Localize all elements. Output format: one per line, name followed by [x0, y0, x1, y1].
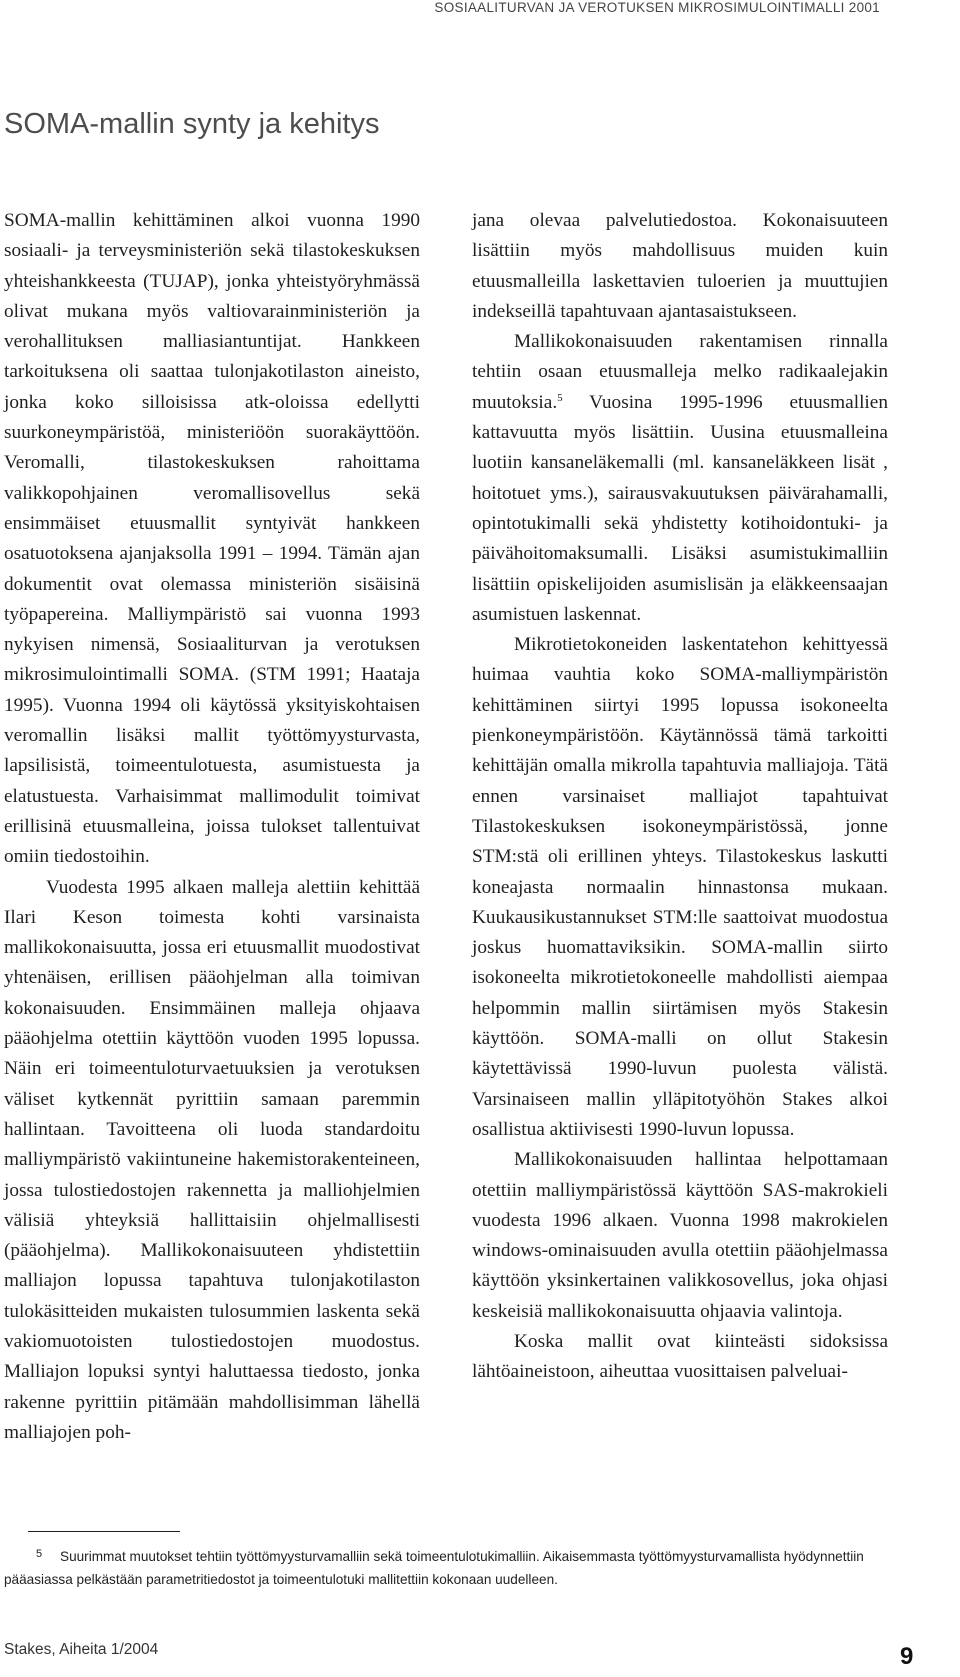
paragraph: Mallikokonaisuuden hallintaa helpottamaan otettiin malliympäristössä käyttöön SAS-makrokieli vuodesta 1996 alkaen. Vuonna 1998 makrokielen windows-ominaisuuden avulla otettiin pääohjelmassa käyttöön yksinkertainen valikkosovellus, joka ohjasi keskeisiä mallikokonaisuutta ohjaavia valintoja. [472, 1149, 888, 1322]
footnote: 5 Suurimmat muutokset tehtiin työttömyysturvamalliin sekä toimeentulotukimalliin. Aikaisemmasta työttömyysturvamallista hyödynnettiin pääasiassa pelkästään parametritiedostot ja toimeentulotuki mallitettiin kokonaan uudelleen. [4, 1548, 864, 1587]
footnote-divider [28, 1531, 180, 1532]
footnote-reference[interactable]: 5 [557, 391, 563, 404]
paragraph: Vuodesta 1995 alkaen malleja alettiin kehittää Ilari Keson toimesta kohti varsinaista mallikokonaisuutta, jossa eri etuusmallit muodostivat yhtenäisen, erillisen pääohjelman alla toimivan kokonaisuuden. Ensimmäinen malleja ohjaava pääohjelma otettiin käyttöön vuoden 1995 lopussa. Näin eri toimeentuloturvaetuuksien ja verotuksen väliset kytkennät pyrittiin samaan paremmin hallintaan. Tavoitteena oli luoda standardoitu malliympäristö vakiintuneine hakemistorakenteineen, jossa tulostiedostojen rakennetta ja malliohjelmien välisiä yhteyksiä hallittaisiin ohjelmallisesti (pääohjelma). Mallikokonaisuuteen yhdistettiin malliajon lopussa tapahtuva tulonjakotilaston tulokäsitteiden mukaisten tulosummien laskenta sekä vakiomuotoisten tulostiedostojen muodostus. Malliajon lopuksi syntyi haluttaessa tiedosto, jonka rakenne pyrittiin pitämään mahdollisimman lähellä malliajojen poh- [4, 876, 420, 1443]
paragraph [472, 327, 888, 630]
paragraph-text: Vuosina 1995-1996 etuusmallien kattavuutta myös lisättiin. Uusina etuusmalleina luotiin kansaneläkemalli (ml. kansaneläkkeen lisät , hoitotuet yms.), sairausvakuutuksen päivärahamalli, opintotukimalli sekä yhdistetty kotihoidontuki- ja päivähoitomaksumalli. Lisäksi asumistukimalliin lisättiin opiskelijoiden asumislisän ja eläkkeensaajan asumistuen laskennat. [472, 391, 888, 625]
paragraph: Mikrotietokoneiden laskentatehon kehittyessä huimaa vauhtia koko SOMA-malliympäristön kehittäminen siirtyi 1995 lopussa isokoneelta pienkoneympäristöön. Käytännössä tämä tarkoitti kehittäjän omalla mikrolla tapahtuvia malliajoja. Tätä ennen varsinaiset malliajot tapahtuivat Tilastokeskuksen isokoneympäristössä, jonne STM:stä oli erillinen yhteys. Tilastokeskus laskutti koneajasta normaalin hinnastonsa mukaan. Kuukausikustannukset STM:lle saattoivat muodostua joskus huomattaviksikin. SOMA-mallin siirto isokoneelta mikrotietokoneelle mahdollisti aiempaa helpommin mallin siirtämisen myös Stakesin käyttöön. SOMA-malli on ollut Stakesin käytettävissä 1990-luvun puolesta välistä. Varsinaiseen mallin ylläpitotyöhön Stakes alkoi osallistua aktiivisesti 1990-luvun lopussa. [472, 634, 888, 1140]
running-header: SOSIAALITURVAN JA VEROTUKSEN MIKROSIMULOINTIMALLI 2001 [434, 0, 880, 15]
left-column [4, 206, 420, 1448]
footnote-text: Suurimmat muutokset tehtiin työttömyysturvamalliin sekä toimeentulotukimalliin. Aikaisemmasta työttömyysturvamallista hyödynnettiin pääasiassa pelkästään parametritiedostot ja toimeentulotuki mallitettiin kokonaan uudelleen. [4, 1549, 864, 1587]
page-number: 9 [900, 1643, 914, 1670]
paragraph: Koska mallit ovat kiinteästi sidoksissa lähtöaineistoon, aiheuttaa vuosittaisen palveluai- [472, 1330, 888, 1383]
right-column [472, 206, 888, 1388]
paragraph-text: Mallikokonaisuuden rakentamisen rinnalla tehtiin osaan etuusmalleja melko radikaalejakin muutoksia. [472, 331, 888, 413]
page-title: SOMA-mallin synty ja kehitys [4, 108, 380, 140]
publication-footer: Stakes, Aiheita 1/2004 [4, 1641, 159, 1658]
paragraph: SOMA-mallin kehittäminen alkoi vuonna 1990 sosiaali- ja terveysministeriön sekä tilastokeskuksen yhteishankkeesta (TUJAP), jonka yhteistyöryhmässä olivat mukana myös valtiovarainministeriön ja verohallituksen malliasiantuntijat. Hankkeen tarkoituksena oli saattaa tulonjakotilaston aineisto, jonka koko silloisissa atk-oloissa edellytti suurkoneympäristöä, ministeriöön suorakäyttöön. Veromalli, tilastokeskuksen rahoittama valikkopohjainen veromallisovellus sekä ensimmäiset etuusmallit syntyivät hankkeen osatuotoksena ajanjaksolla 1991 – 1994. Tämän ajan dokumentit ovat olemassa ministeriön sisäisinä työpapereina. Malliympäristö sai vuonna 1993 nykyisen nimensä, Sosiaaliturvan ja verotuksen mikrosimulointimalli SOMA. (STM 1991; Haataja 1995). Vuonna 1994 oli käytössä yksityiskohtaisen veromallin lisäksi mallit työttömyysturvasta, lapsilisistä, toimeentulotuesta, asumistuesta ja elatustuesta. Varhaisimmat mallimodulit toimivat erillisinä etuusmalleina, joissa tulokset tallentuivat omiin tiedostoihin. [4, 210, 420, 868]
paragraph: jana olevaa palvelutiedostoa. Kokonaisuuteen lisättiin myös mahdollisuus muiden kuin etuusmalleilla laskettavien tuloerien ja muuttujien indekseillä tapahtuvaan ajantasaistukseen. [472, 210, 888, 322]
